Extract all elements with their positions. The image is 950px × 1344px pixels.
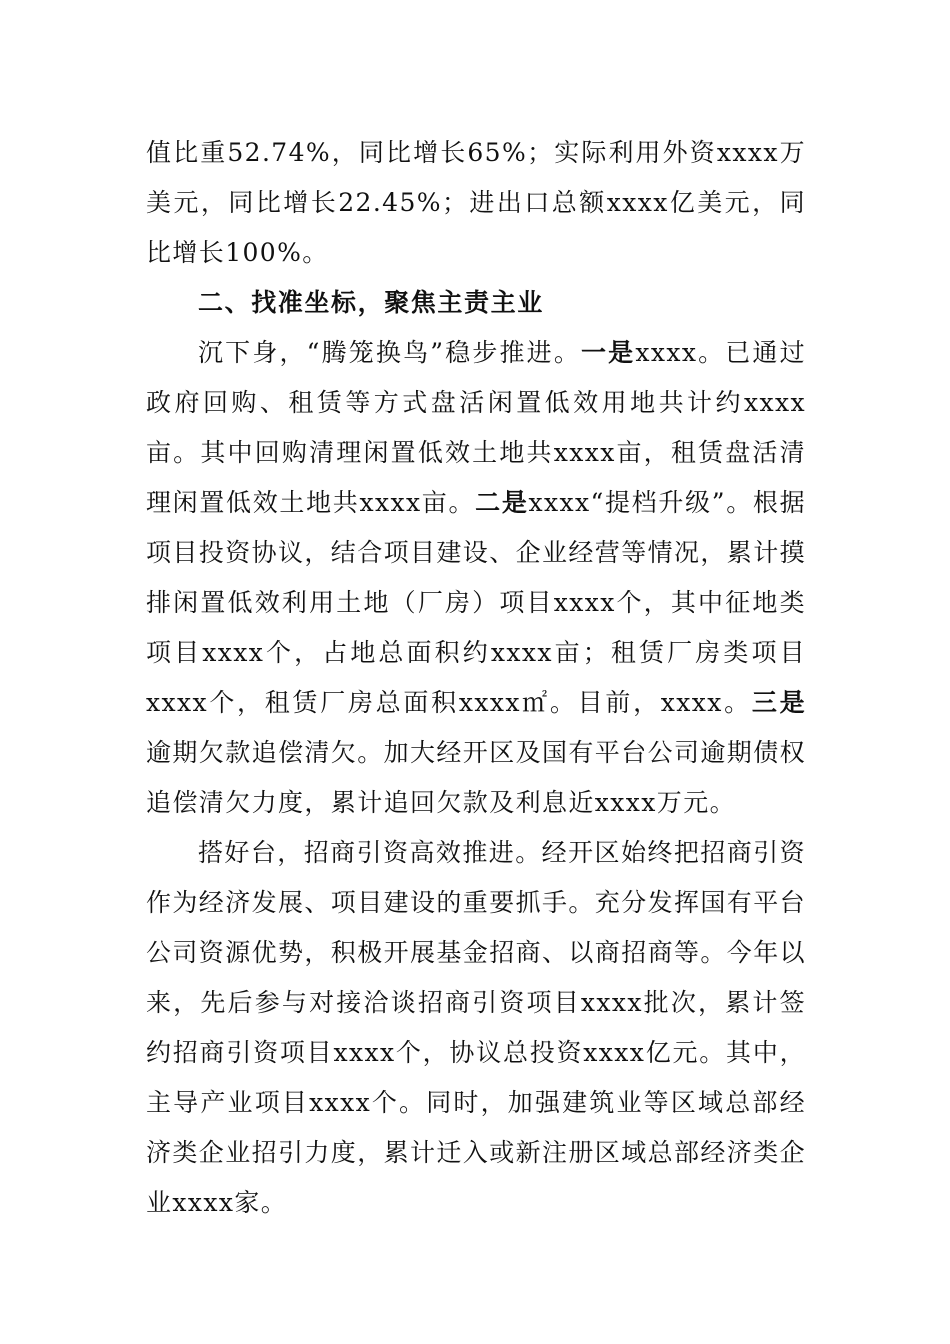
paragraph-continued: 值比重52.74%，同比增长65%；实际利用外资xxxx万美元，同比增长22.45%；进出口总额xxxx亿美元，同比增长100%。 <box>146 138 806 267</box>
section-heading-2: 二、找准坐标，聚焦主责主业 <box>198 288 544 317</box>
document-body <box>146 128 806 1228</box>
paragraph-text: xxxx“提档升级”。根据项目投资协议，结合项目建设、企业经营等情况，累计摸排闲置低效利用土地（厂房）项目xxxx个，其中征地类项目xxxx个，占地总面积约xxxx亩；租赁厂房类项目xxxx个，租赁厂房总面积xxxx㎡。目前，xxxx。 <box>146 488 807 717</box>
paragraph-text: 逾期欠款追偿清欠。加大经开区及国有平台公司逾期债权追偿清欠力度，累计追回欠款及利息近xxxx万元。 <box>146 738 807 817</box>
bold-marker-third: 三是 <box>751 688 806 717</box>
bold-marker-first: 一是 <box>581 338 636 367</box>
paragraph-text: 沉下身，“腾笼换鸟”稳步推进。 <box>198 338 581 367</box>
paragraph-land-revitalization <box>146 328 806 828</box>
paragraph-investment-promotion: 搭好台，招商引资高效推进。经开区始终把招商引资作为经济发展、项目建设的重要抓手。充分发挥国有平台公司资源优势，积极开展基金招商、以商招商等。今年以来，先后参与对接洽谈招商引资项目xxxx批次，累计签约招商引资项目xxxx个，协议总投资xxxx亿元。其中，主导产业项目xxxx个。同时，加强建筑业等区域总部经济类企业招引力度，累计迁入或新注册区域总部经济类企业xxxx家。 <box>146 838 807 1217</box>
paragraph-text: xxxx。已通过政府回购、租赁等方式盘活闲置低效用地共计约xxxx亩。其中回购清理闲置低效土地共xxxx亩，租赁盘活清理闲置低效土地共xxxx亩。 <box>146 338 806 517</box>
bold-marker-second: 二是 <box>475 488 529 517</box>
